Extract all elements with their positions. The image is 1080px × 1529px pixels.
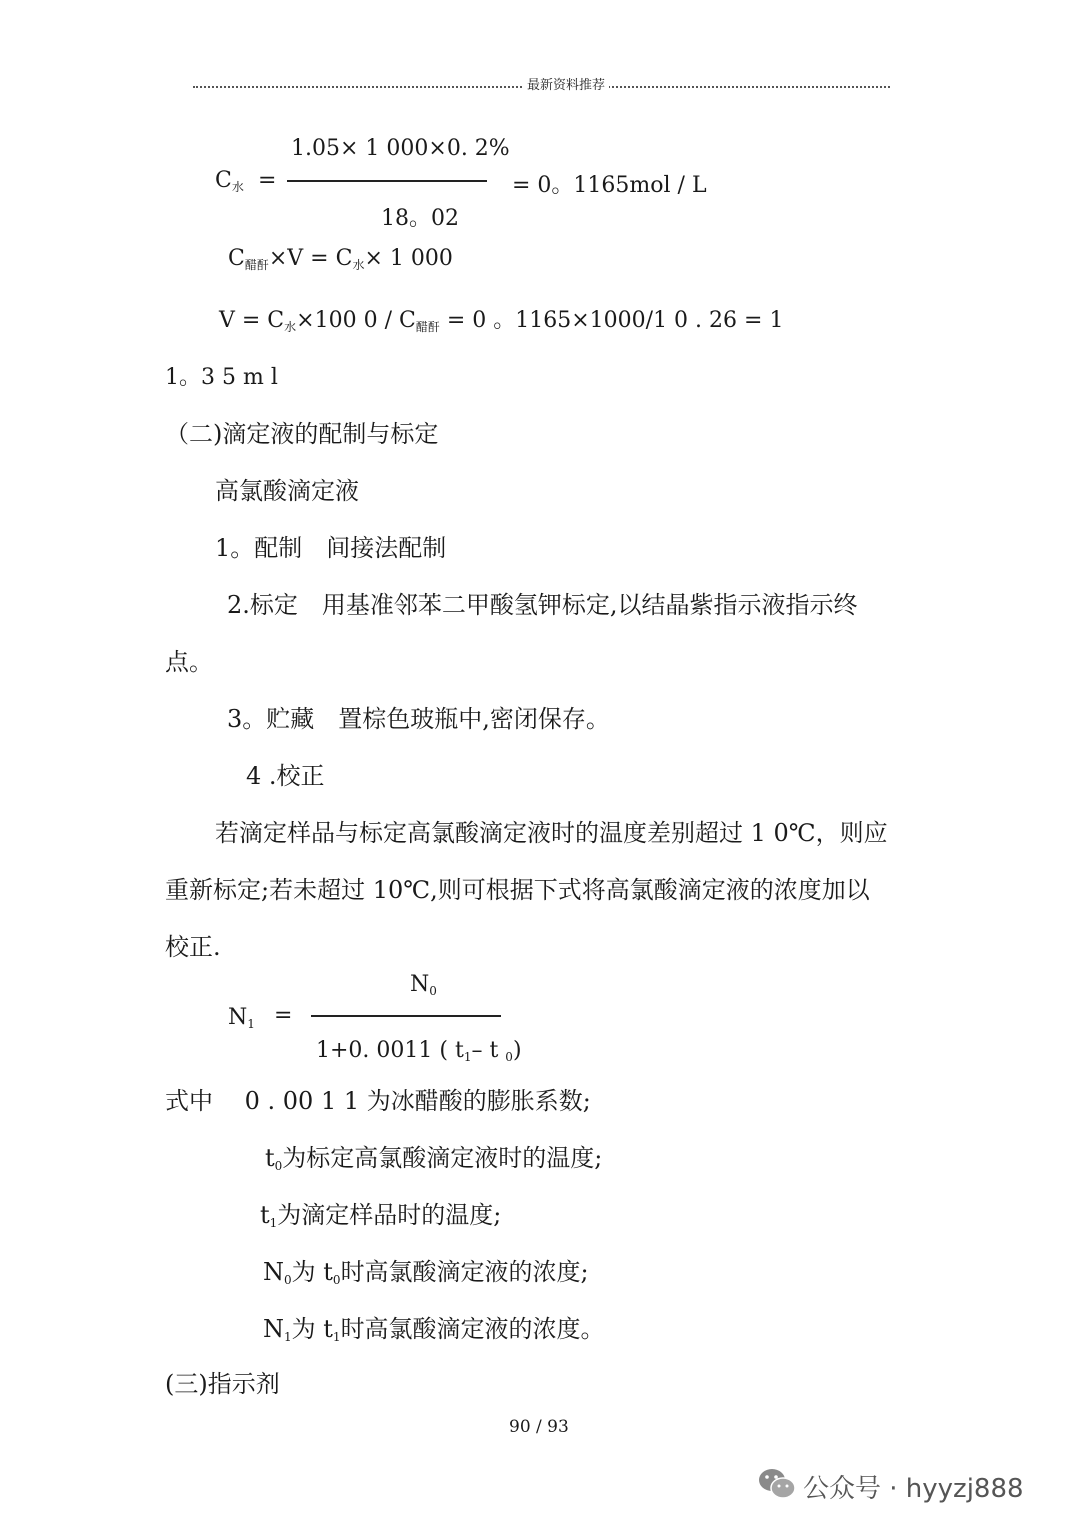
step-2-cont: 点。 bbox=[165, 648, 213, 676]
wechat-icon bbox=[757, 1466, 797, 1506]
page-number: 90 / 93 bbox=[509, 1417, 569, 1437]
step-1: 1。配制 间接法配制 bbox=[215, 534, 447, 562]
formula4-numerator: $N_0$ bbox=[410, 972, 437, 998]
formula1-denominator: 18。02 bbox=[381, 206, 459, 231]
formula1-numerator: 1.05× 1 000×0. 2% bbox=[291, 136, 510, 161]
formula4-denominator: 1+0. 0011 ( $t_1-$ t $_0$) bbox=[316, 1038, 522, 1064]
formula1-lhs: $C_水$ bbox=[215, 168, 244, 194]
paragraph-line-1: 若滴定样品与标定高氯酸滴定液时的温度差别超过 1 0℃，则应 bbox=[215, 819, 888, 847]
formula4-fraction-bar bbox=[311, 1015, 501, 1017]
definitions-intro: 式中 0 . 00 1 1 为冰醋酸的膨胀系数; bbox=[165, 1087, 591, 1115]
step-2: 2.标定 用基准邻苯二甲酸氢钾标定,以结晶紫指示液指示终 bbox=[227, 591, 858, 619]
section3-title: (三)指示剂 bbox=[165, 1370, 280, 1398]
header-title: 最新资料推荐 bbox=[523, 74, 609, 93]
subtitle: 高氯酸滴定液 bbox=[215, 477, 359, 505]
formula4-lhs: $N_1$ bbox=[228, 1005, 255, 1031]
formula1-result: = 0。1165mol / L bbox=[512, 173, 707, 198]
paragraph-line-3: 校正. bbox=[165, 933, 221, 961]
definition-n1: $N_1$为 $t_1$时高氯酸滴定液的浓度。 bbox=[263, 1315, 605, 1344]
step-4: 4 .校正 bbox=[246, 762, 325, 790]
formula2: $C_{醋酐}\times V = C_水\times 1$ 000 bbox=[228, 246, 453, 272]
definition-n0: $N_0$为 $t_0$时高氯酸滴定液的浓度; bbox=[263, 1258, 589, 1287]
definition-t1: $t_1$为滴定样品时的温度; bbox=[260, 1201, 502, 1230]
formula3-continuation: 1。3 5 m l bbox=[165, 365, 278, 390]
step-3: 3。贮藏 置棕色玻瓶中,密闭保存。 bbox=[227, 705, 610, 733]
formula3: $V = C_水\times 100$ $0 / C_{醋酐} = 0$ 。1165×1000/1 0 . 26 = 1 bbox=[219, 308, 784, 334]
watermark-text: 公众号 · hyyzj888 bbox=[803, 1474, 1024, 1504]
formula4-equals: = bbox=[274, 1003, 293, 1028]
definition-t0: $t_0$为标定高氯酸滴定液时的温度; bbox=[265, 1144, 603, 1173]
formula1-equals: = bbox=[258, 168, 277, 193]
section2-title: （二)滴定液的配制与标定 bbox=[165, 420, 439, 448]
paragraph-line-2: 重新标定;若未超过 10℃,则可根据下式将高氯酸滴定液的浓度加以 bbox=[165, 876, 870, 904]
formula1-fraction-bar bbox=[287, 180, 487, 182]
